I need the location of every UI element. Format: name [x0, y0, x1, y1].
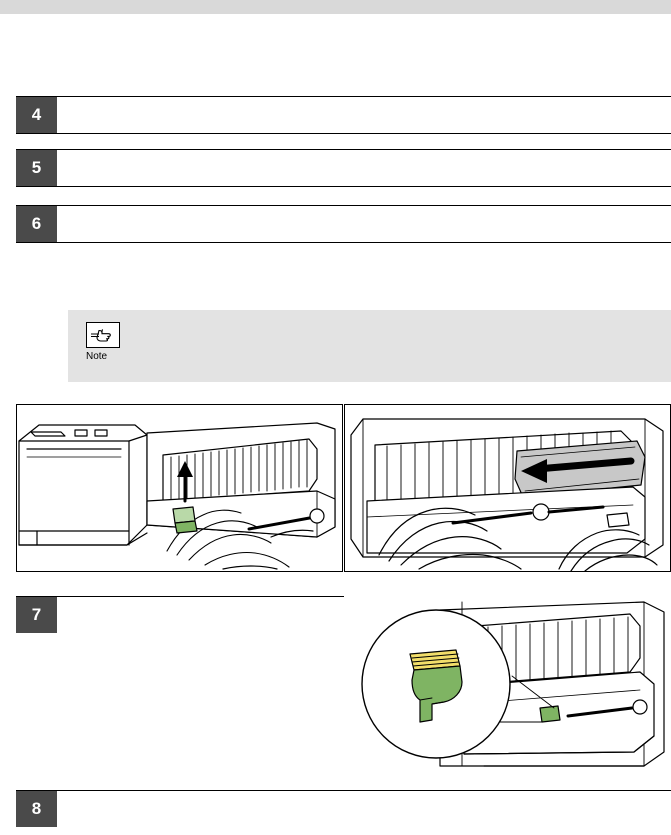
step-row-5 — [16, 149, 671, 187]
step-row-8 — [16, 790, 671, 835]
page-header-band — [0, 0, 671, 14]
step-row-6 — [16, 205, 671, 243]
step-number-8: 8 — [16, 791, 57, 827]
step-number-4: 4 — [16, 97, 57, 133]
step-text-5 — [68, 150, 665, 186]
figure-a-artwork — [17, 405, 342, 571]
page-header-band-inner — [0, 0, 671, 14]
figure-fuser-unit-removal — [344, 404, 671, 572]
step-text-4 — [68, 97, 665, 133]
pointing-hand-icon — [86, 322, 120, 348]
figure-green-lever-detail — [344, 596, 671, 776]
note-box — [68, 310, 671, 382]
step-text-6 — [68, 206, 665, 242]
figure-b-artwork — [345, 405, 670, 571]
step-number-6: 6 — [16, 206, 57, 242]
figure-fuser-lever-up — [16, 404, 343, 572]
step-row-4 — [16, 96, 671, 134]
step-text-8 — [68, 791, 665, 827]
figure-c-artwork — [344, 596, 671, 776]
note-label: Note — [86, 351, 108, 362]
step-number-5: 5 — [16, 150, 57, 186]
step-number-7: 7 — [16, 597, 57, 633]
